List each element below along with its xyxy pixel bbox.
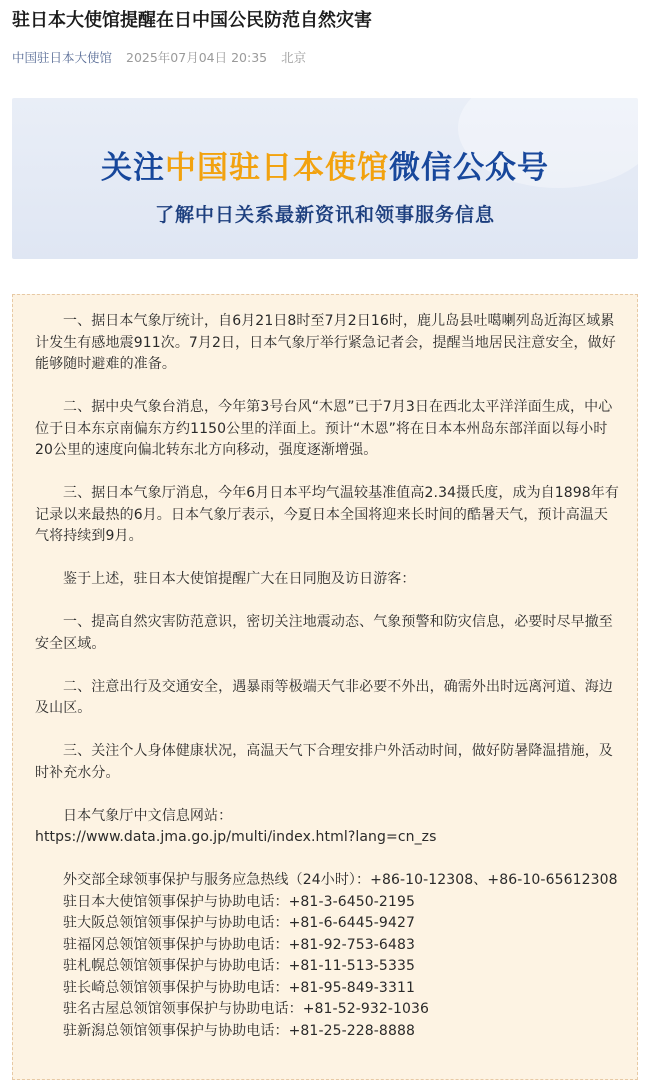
publish-time: 2025年07月04日 20:35 [126, 50, 268, 65]
article-title: 驻日本大使馆提醒在日中国公民防范自然灾害 [12, 10, 372, 31]
contact-line: 驻大阪总领馆领事保护与协助电话：+81-6-6445-9427 [63, 915, 415, 931]
contact-line: 驻名古屋总领馆领事保护与协助电话：+81-52-932-1036 [63, 1001, 430, 1017]
article-meta [12, 48, 306, 66]
paragraph-reminder-intro: 鉴于上述，驻日本大使馆提醒广大在日同胞及访日游客： [63, 571, 416, 587]
jma-website-url[interactable]: https://www.data.jma.go.jp/multi/index.html?lang=cn_zs [35, 829, 437, 845]
contact-line: 驻新潟总领馆领事保护与协助电话：+81-25-228-8888 [63, 1022, 415, 1039]
contact-line: 驻札幌总领馆领事保护与协助电话：+81-11-513-5335 [63, 958, 415, 974]
contact-list [35, 870, 620, 1042]
contact-line: 驻福冈总领馆领事保护与协助电话：+81-92-753-6483 [63, 936, 415, 953]
publish-location: 北京 [281, 50, 307, 65]
global-hotline: 外交部全球领事保护与服务应急热线（24小时）：+86-10-12308、+86-10-65612308 [63, 872, 618, 888]
paragraph-typhoon: 二、据中央气象台消息，今年第3号台风“木恩”已于7月3日在西北太平洋洋面生成，中心位于日本东京南偏东方约1150公里的洋面上。预计“木恩”将在日本本州岛东部洋面以每小时20公里的速度向偏北转东北方向移动，强度逐渐增强。 [35, 399, 613, 458]
paragraph-earthquake: 一、据日本气象厅统计，自6月21日8时至7月2日16时，鹿儿岛县吐噶喇列岛近海区域累计发生有感地震911次。7月2日，日本气象厅举行紧急记者会，提醒当地居民注意安全，做好能够随时避难的准备。 [35, 313, 616, 372]
banner-subheadline: 了解中日关系最新资讯和领事服务信息 [154, 204, 495, 226]
banner-headline-suffix: 微信公众号 [389, 150, 549, 186]
jma-website-label: 日本气象厅中文信息网站： [63, 807, 233, 824]
jma-website-block [35, 806, 620, 849]
banner-headline-prefix: 关注 [101, 150, 165, 186]
paragraph-heat: 三、据日本气象厅消息，今年6月日本平均气温较基准值高2.34摄氏度，成为自1898年有记录以来最热的6月。日本气象厅表示，今夏日本全国将迎来长时间的酷暑天气，预计高温天气将持续到9月。 [35, 485, 620, 544]
banner-headline [12, 142, 638, 187]
banner-headline-highlight: 中国驻日本使馆 [165, 150, 389, 186]
paragraph-advice-3: 三、关注个人身体健康状况，高温天气下合理安排户外活动时间，做好防暑降温措施，及时补充水分。 [35, 743, 613, 781]
paragraph-advice-2: 二、注意出行及交通安全，遇暴雨等极端天气非必要不外出，确需外出时远离河道、海边及山区。 [35, 678, 613, 716]
paragraph-advice-1: 一、提高自然灾害防范意识，密切关注地震动态、气象预警和防灾信息，必要时尽早撤至安全区域。 [35, 614, 613, 652]
follow-banner-image[interactable] [12, 98, 638, 259]
contact-line: 驻日本大使馆领事保护与协助电话：+81-3-6450-2195 [63, 893, 415, 910]
contact-line: 驻长崎总领馆领事保护与协助电话：+81-95-849-3311 [63, 979, 415, 996]
notice-content-box [12, 294, 638, 1080]
account-name-link[interactable]: 中国驻日本大使馆 [12, 50, 113, 65]
